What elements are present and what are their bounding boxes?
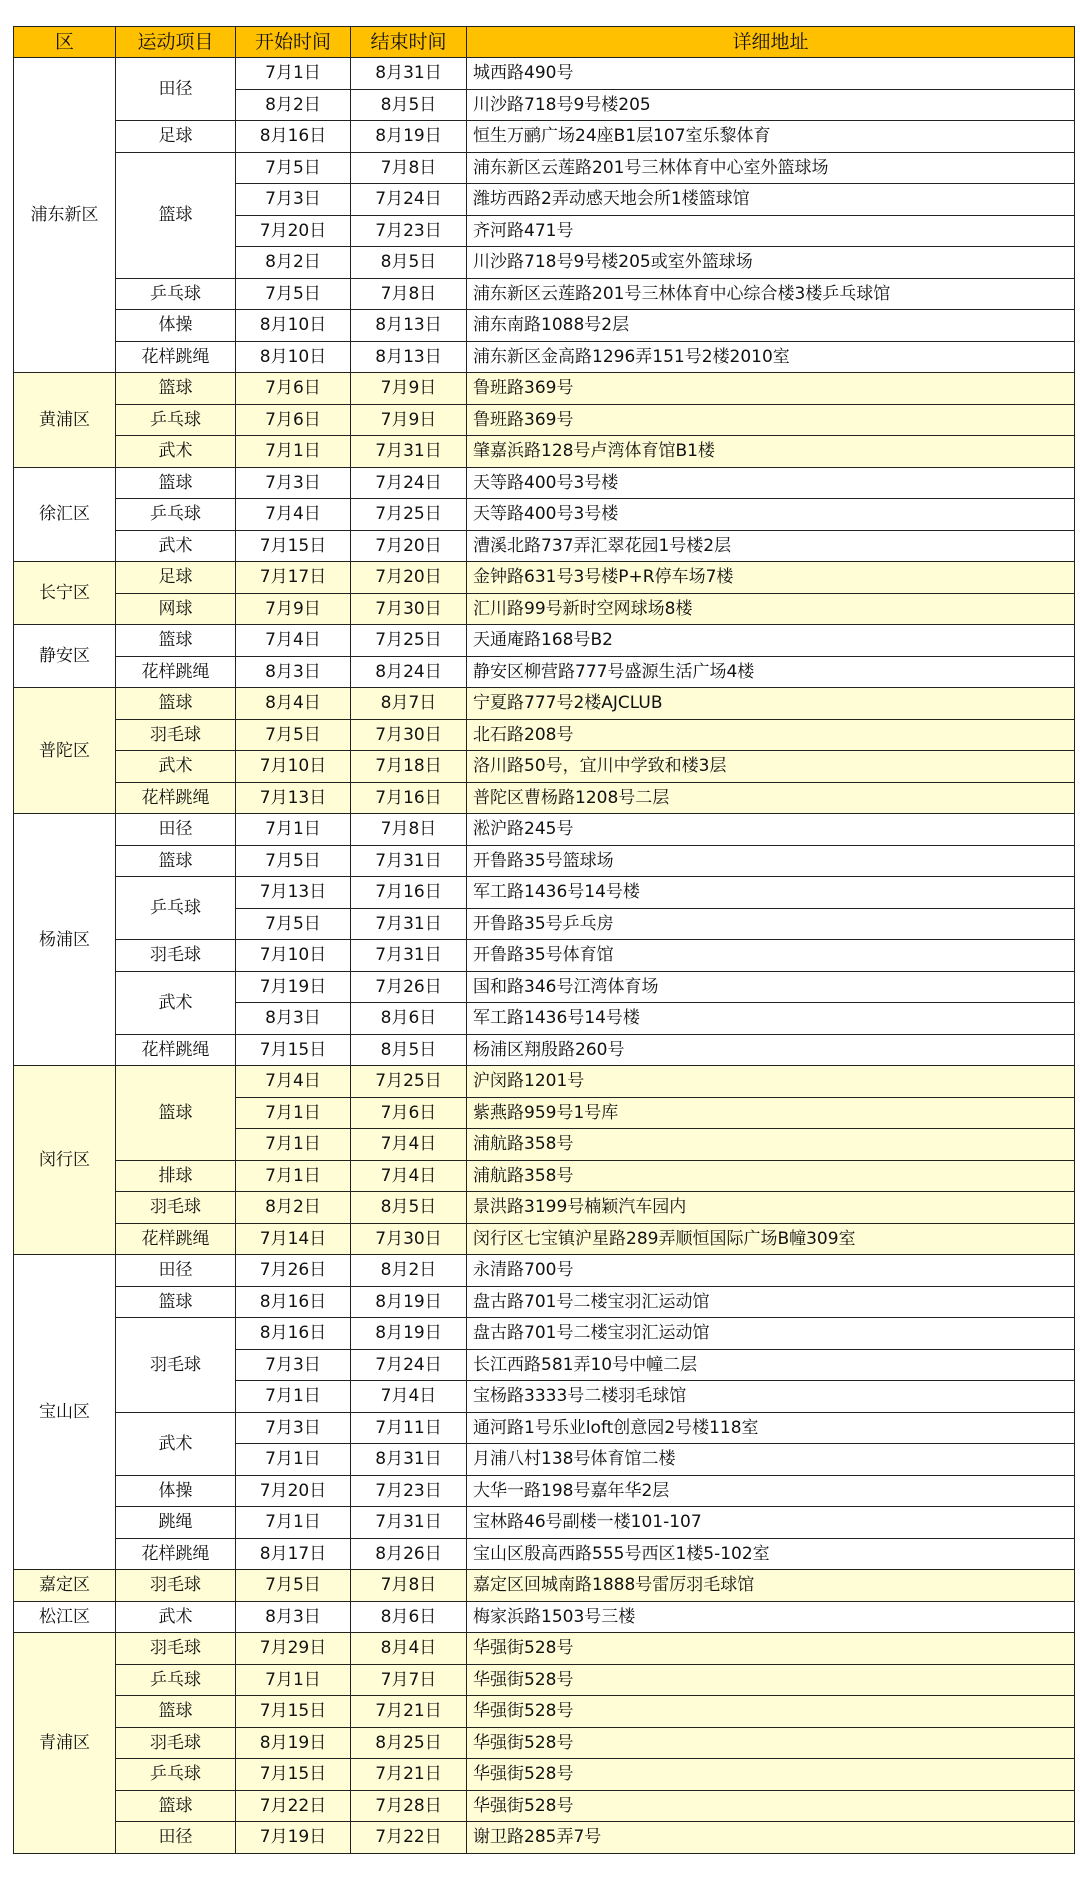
end-date-cell: 7月4日 [351, 1129, 467, 1161]
table-row [14, 1570, 1075, 1602]
address-cell: 城西路490号 [467, 58, 1075, 90]
start-date-cell: 7月1日 [236, 1507, 351, 1539]
address-cell: 月浦八村138号体育馆二楼 [467, 1444, 1075, 1476]
address-cell: 洛川路50号，宜川中学致和楼3层 [467, 751, 1075, 783]
end-date-cell: 7月23日 [351, 215, 467, 247]
end-date-cell: 7月8日 [351, 814, 467, 846]
sport-cell: 田径 [116, 1255, 236, 1287]
sport-cell: 花样跳绳 [116, 782, 236, 814]
address-cell: 长江西路581弄10号中幢二层 [467, 1349, 1075, 1381]
address-cell: 川沙路718号9号楼205 [467, 89, 1075, 121]
sport-cell: 乒乓球 [116, 1664, 236, 1696]
header-sport: 运动项目 [116, 27, 236, 58]
table-row [14, 593, 1075, 625]
start-date-cell: 7月19日 [236, 971, 351, 1003]
start-date-cell: 8月3日 [236, 1601, 351, 1633]
header-start-time: 开始时间 [236, 27, 351, 58]
address-cell: 淞沪路245号 [467, 814, 1075, 846]
district-cell: 松江区 [14, 1601, 116, 1633]
sport-cell: 足球 [116, 121, 236, 153]
district-cell: 长宁区 [14, 562, 116, 625]
end-date-cell: 8月24日 [351, 656, 467, 688]
table-row [14, 1790, 1075, 1822]
table-row [14, 1255, 1075, 1287]
start-date-cell: 7月1日 [236, 1160, 351, 1192]
address-cell: 浦航路358号 [467, 1160, 1075, 1192]
sport-cell: 武术 [116, 436, 236, 468]
start-date-cell: 7月22日 [236, 1790, 351, 1822]
end-date-cell: 8月25日 [351, 1727, 467, 1759]
end-date-cell: 8月5日 [351, 1034, 467, 1066]
end-date-cell: 8月26日 [351, 1538, 467, 1570]
end-date-cell: 8月13日 [351, 310, 467, 342]
start-date-cell: 7月3日 [236, 1349, 351, 1381]
end-date-cell: 7月24日 [351, 1349, 467, 1381]
address-cell: 杨浦区翔殷路260号 [467, 1034, 1075, 1066]
sport-cell: 篮球 [116, 373, 236, 405]
address-cell: 盘古路701号二楼宝羽汇运动馆 [467, 1286, 1075, 1318]
district-cell: 浦东新区 [14, 58, 116, 373]
end-date-cell: 7月18日 [351, 751, 467, 783]
end-date-cell: 7月25日 [351, 499, 467, 531]
table-row [14, 1286, 1075, 1318]
end-date-cell: 7月11日 [351, 1412, 467, 1444]
start-date-cell: 8月2日 [236, 247, 351, 279]
start-date-cell: 7月5日 [236, 278, 351, 310]
start-date-cell: 8月10日 [236, 341, 351, 373]
address-cell: 通河路1号乐业loft创意园2号楼118室 [467, 1412, 1075, 1444]
start-date-cell: 7月5日 [236, 719, 351, 751]
start-date-cell: 7月10日 [236, 751, 351, 783]
sport-cell: 足球 [116, 562, 236, 594]
address-cell: 华强街528号 [467, 1696, 1075, 1728]
address-cell: 静安区柳营路777号盛源生活广场4楼 [467, 656, 1075, 688]
table-row [14, 782, 1075, 814]
end-date-cell: 7月31日 [351, 1507, 467, 1539]
table-row [14, 404, 1075, 436]
end-date-cell: 7月30日 [351, 719, 467, 751]
sport-cell: 排球 [116, 1160, 236, 1192]
address-cell: 天等路400号3号楼 [467, 499, 1075, 531]
start-date-cell: 8月2日 [236, 89, 351, 121]
address-cell: 川沙路718号9号楼205或室外篮球场 [467, 247, 1075, 279]
table-row [14, 152, 1075, 184]
end-date-cell: 8月19日 [351, 121, 467, 153]
start-date-cell: 7月20日 [236, 215, 351, 247]
start-date-cell: 7月1日 [236, 1097, 351, 1129]
end-date-cell: 8月5日 [351, 89, 467, 121]
address-cell: 永清路700号 [467, 1255, 1075, 1287]
sport-cell: 跳绳 [116, 1507, 236, 1539]
table-body [14, 58, 1075, 1854]
address-cell: 大华一路198号嘉年华2层 [467, 1475, 1075, 1507]
end-date-cell: 7月31日 [351, 908, 467, 940]
table-row [14, 1822, 1075, 1854]
start-date-cell: 8月4日 [236, 688, 351, 720]
start-date-cell: 7月4日 [236, 1066, 351, 1098]
start-date-cell: 7月15日 [236, 1034, 351, 1066]
end-date-cell: 8月6日 [351, 1601, 467, 1633]
end-date-cell: 7月24日 [351, 467, 467, 499]
end-date-cell: 8月2日 [351, 1255, 467, 1287]
end-date-cell: 7月16日 [351, 782, 467, 814]
sport-cell: 羽毛球 [116, 1318, 236, 1413]
sport-cell: 乒乓球 [116, 877, 236, 940]
table-row [14, 1412, 1075, 1444]
address-cell: 华强街528号 [467, 1633, 1075, 1665]
start-date-cell: 8月16日 [236, 121, 351, 153]
start-date-cell: 7月15日 [236, 1696, 351, 1728]
header-address: 详细地址 [467, 27, 1075, 58]
sport-cell: 篮球 [116, 467, 236, 499]
table-row [14, 1664, 1075, 1696]
district-cell: 普陀区 [14, 688, 116, 814]
sport-cell: 武术 [116, 751, 236, 783]
sport-cell: 羽毛球 [116, 1727, 236, 1759]
sport-cell: 体操 [116, 310, 236, 342]
address-cell: 浦航路358号 [467, 1129, 1075, 1161]
address-cell: 浦东南路1088号2层 [467, 310, 1075, 342]
sport-cell: 花样跳绳 [116, 341, 236, 373]
header-district: 区 [14, 27, 116, 58]
sport-cell: 花样跳绳 [116, 656, 236, 688]
end-date-cell: 7月16日 [351, 877, 467, 909]
address-cell: 浦东新区云莲路201号三林体育中心室外篮球场 [467, 152, 1075, 184]
table-row [14, 530, 1075, 562]
end-date-cell: 7月21日 [351, 1759, 467, 1791]
address-cell: 宝山区殷高西路555号西区1楼5-102室 [467, 1538, 1075, 1570]
table-row [14, 971, 1075, 1003]
sport-cell: 体操 [116, 1475, 236, 1507]
address-cell: 鲁班路369号 [467, 373, 1075, 405]
district-cell: 宝山区 [14, 1255, 116, 1570]
sport-cell: 田径 [116, 58, 236, 121]
sport-cell: 武术 [116, 530, 236, 562]
sport-cell: 羽毛球 [116, 719, 236, 751]
table-row [14, 1633, 1075, 1665]
sport-cell: 篮球 [116, 845, 236, 877]
table-row [14, 940, 1075, 972]
sport-cell: 乒乓球 [116, 499, 236, 531]
table-row [14, 1223, 1075, 1255]
start-date-cell: 8月17日 [236, 1538, 351, 1570]
sport-cell: 羽毛球 [116, 1633, 236, 1665]
address-cell: 华强街528号 [467, 1664, 1075, 1696]
table-row [14, 278, 1075, 310]
table-row [14, 1696, 1075, 1728]
end-date-cell: 7月30日 [351, 1223, 467, 1255]
address-cell: 漕溪北路737弄汇翠花园1号楼2层 [467, 530, 1075, 562]
district-cell: 青浦区 [14, 1633, 116, 1854]
table-row [14, 656, 1075, 688]
address-cell: 盘古路701号二楼宝羽汇运动馆 [467, 1318, 1075, 1350]
sport-cell: 花样跳绳 [116, 1034, 236, 1066]
address-cell: 汇川路99号新时空网球场8楼 [467, 593, 1075, 625]
end-date-cell: 8月31日 [351, 58, 467, 90]
end-date-cell: 8月5日 [351, 247, 467, 279]
address-cell: 肇嘉浜路128号卢湾体育馆B1楼 [467, 436, 1075, 468]
end-date-cell: 8月31日 [351, 1444, 467, 1476]
end-date-cell: 7月26日 [351, 971, 467, 1003]
start-date-cell: 7月1日 [236, 1444, 351, 1476]
address-cell: 国和路346号江湾体育场 [467, 971, 1075, 1003]
address-cell: 恒生万鹂广场24座B1层107室乐黎体育 [467, 121, 1075, 153]
end-date-cell: 8月5日 [351, 1192, 467, 1224]
address-cell: 华强街528号 [467, 1727, 1075, 1759]
address-cell: 鲁班路369号 [467, 404, 1075, 436]
start-date-cell: 7月5日 [236, 908, 351, 940]
start-date-cell: 7月3日 [236, 467, 351, 499]
table-row [14, 499, 1075, 531]
header-end-time: 结束时间 [351, 27, 467, 58]
district-cell: 黄浦区 [14, 373, 116, 468]
address-cell: 北石路208号 [467, 719, 1075, 751]
start-date-cell: 7月14日 [236, 1223, 351, 1255]
sport-cell: 篮球 [116, 1286, 236, 1318]
end-date-cell: 8月6日 [351, 1003, 467, 1035]
start-date-cell: 7月15日 [236, 530, 351, 562]
table-row [14, 1475, 1075, 1507]
start-date-cell: 8月16日 [236, 1318, 351, 1350]
start-date-cell: 8月19日 [236, 1727, 351, 1759]
sport-cell: 武术 [116, 1412, 236, 1475]
address-cell: 闵行区七宝镇沪星路289弄顺恒国际广场B幢309室 [467, 1223, 1075, 1255]
end-date-cell: 7月9日 [351, 373, 467, 405]
start-date-cell: 7月1日 [236, 436, 351, 468]
district-cell: 嘉定区 [14, 1570, 116, 1602]
end-date-cell: 7月8日 [351, 1570, 467, 1602]
district-cell: 徐汇区 [14, 467, 116, 562]
end-date-cell: 7月25日 [351, 625, 467, 657]
sport-cell: 羽毛球 [116, 1570, 236, 1602]
start-date-cell: 8月3日 [236, 656, 351, 688]
start-date-cell: 7月17日 [236, 562, 351, 594]
start-date-cell: 7月1日 [236, 1381, 351, 1413]
table-row [14, 719, 1075, 751]
address-cell: 潍坊西路2弄动感天地会所1楼篮球馆 [467, 184, 1075, 216]
start-date-cell: 7月5日 [236, 845, 351, 877]
table-row [14, 1727, 1075, 1759]
address-cell: 齐河路471号 [467, 215, 1075, 247]
sport-cell: 篮球 [116, 625, 236, 657]
table-row [14, 373, 1075, 405]
start-date-cell: 7月1日 [236, 1664, 351, 1696]
table-row [14, 1507, 1075, 1539]
sport-cell: 网球 [116, 593, 236, 625]
table-row [14, 562, 1075, 594]
start-date-cell: 7月3日 [236, 184, 351, 216]
address-cell: 华强街528号 [467, 1759, 1075, 1791]
table-header-row [14, 27, 1075, 58]
table-row [14, 1066, 1075, 1098]
address-cell: 普陀区曹杨路1208号二层 [467, 782, 1075, 814]
start-date-cell: 8月16日 [236, 1286, 351, 1318]
start-date-cell: 8月2日 [236, 1192, 351, 1224]
address-cell: 天通庵路168号B2 [467, 625, 1075, 657]
start-date-cell: 7月15日 [236, 1759, 351, 1791]
address-cell: 沪闵路1201号 [467, 1066, 1075, 1098]
district-cell: 闵行区 [14, 1066, 116, 1255]
address-cell: 开鲁路35号篮球场 [467, 845, 1075, 877]
end-date-cell: 7月28日 [351, 1790, 467, 1822]
sport-cell: 篮球 [116, 152, 236, 278]
end-date-cell: 7月8日 [351, 152, 467, 184]
start-date-cell: 7月20日 [236, 1475, 351, 1507]
table-row [14, 1538, 1075, 1570]
table-row [14, 1160, 1075, 1192]
table-row [14, 121, 1075, 153]
address-cell: 浦东新区金高路1296弄151号2楼2010室 [467, 341, 1075, 373]
address-cell: 开鲁路35号体育馆 [467, 940, 1075, 972]
start-date-cell: 7月4日 [236, 499, 351, 531]
address-cell: 景洪路3199号楠颖汽车园内 [467, 1192, 1075, 1224]
address-cell: 谢卫路285弄7号 [467, 1822, 1075, 1854]
address-cell: 开鲁路35号乒乓房 [467, 908, 1075, 940]
start-date-cell: 7月1日 [236, 814, 351, 846]
table-row [14, 467, 1075, 499]
end-date-cell: 7月6日 [351, 1097, 467, 1129]
start-date-cell: 7月26日 [236, 1255, 351, 1287]
table-row [14, 877, 1075, 909]
sport-cell: 篮球 [116, 1696, 236, 1728]
end-date-cell: 8月7日 [351, 688, 467, 720]
sport-cell: 羽毛球 [116, 940, 236, 972]
table-row [14, 1601, 1075, 1633]
sport-cell: 乒乓球 [116, 404, 236, 436]
end-date-cell: 7月4日 [351, 1381, 467, 1413]
start-date-cell: 8月10日 [236, 310, 351, 342]
address-cell: 紫燕路959号1号库 [467, 1097, 1075, 1129]
end-date-cell: 7月20日 [351, 562, 467, 594]
address-cell: 宝杨路3333号二楼羽毛球馆 [467, 1381, 1075, 1413]
sport-cell: 乒乓球 [116, 1759, 236, 1791]
address-cell: 宝林路46号副楼一楼101-107 [467, 1507, 1075, 1539]
table-row [14, 845, 1075, 877]
table-row [14, 1759, 1075, 1791]
table-row [14, 625, 1075, 657]
sport-cell: 田径 [116, 814, 236, 846]
table-row [14, 688, 1075, 720]
sport-cell: 武术 [116, 1601, 236, 1633]
end-date-cell: 7月24日 [351, 184, 467, 216]
table-row [14, 310, 1075, 342]
end-date-cell: 7月20日 [351, 530, 467, 562]
table-row [14, 814, 1075, 846]
end-date-cell: 7月31日 [351, 436, 467, 468]
table-row [14, 341, 1075, 373]
end-date-cell: 8月19日 [351, 1318, 467, 1350]
start-date-cell: 7月1日 [236, 1129, 351, 1161]
end-date-cell: 8月13日 [351, 341, 467, 373]
address-cell: 军工路1436号14号楼 [467, 1003, 1075, 1035]
end-date-cell: 7月9日 [351, 404, 467, 436]
end-date-cell: 8月19日 [351, 1286, 467, 1318]
sport-cell: 羽毛球 [116, 1192, 236, 1224]
end-date-cell: 7月25日 [351, 1066, 467, 1098]
table-row [14, 1034, 1075, 1066]
end-date-cell: 7月31日 [351, 940, 467, 972]
start-date-cell: 7月5日 [236, 1570, 351, 1602]
end-date-cell: 7月22日 [351, 1822, 467, 1854]
sport-cell: 篮球 [116, 1066, 236, 1161]
table-row [14, 1192, 1075, 1224]
end-date-cell: 7月23日 [351, 1475, 467, 1507]
sport-cell: 武术 [116, 971, 236, 1034]
sport-cell: 花样跳绳 [116, 1538, 236, 1570]
start-date-cell: 7月10日 [236, 940, 351, 972]
start-date-cell: 7月6日 [236, 404, 351, 436]
address-cell: 梅家浜路1503号三楼 [467, 1601, 1075, 1633]
table-row [14, 436, 1075, 468]
venue-schedule-table [13, 26, 1075, 1854]
end-date-cell: 7月31日 [351, 845, 467, 877]
address-cell: 浦东新区云莲路201号三林体育中心综合楼3楼乒乓球馆 [467, 278, 1075, 310]
sport-cell: 花样跳绳 [116, 1223, 236, 1255]
address-cell: 嘉定区回城南路1888号雷厉羽毛球馆 [467, 1570, 1075, 1602]
end-date-cell: 7月7日 [351, 1664, 467, 1696]
table-row [14, 1318, 1075, 1350]
address-cell: 华强街528号 [467, 1790, 1075, 1822]
end-date-cell: 7月8日 [351, 278, 467, 310]
start-date-cell: 7月6日 [236, 373, 351, 405]
end-date-cell: 8月4日 [351, 1633, 467, 1665]
district-cell: 杨浦区 [14, 814, 116, 1066]
sport-cell: 篮球 [116, 688, 236, 720]
table-row [14, 58, 1075, 90]
address-cell: 金钟路631号3号楼P+R停车场7楼 [467, 562, 1075, 594]
start-date-cell: 7月1日 [236, 58, 351, 90]
start-date-cell: 7月13日 [236, 782, 351, 814]
address-cell: 宁夏路777号2楼AJCLUB [467, 688, 1075, 720]
end-date-cell: 7月4日 [351, 1160, 467, 1192]
start-date-cell: 7月19日 [236, 1822, 351, 1854]
sport-cell: 乒乓球 [116, 278, 236, 310]
sport-cell: 田径 [116, 1822, 236, 1854]
start-date-cell: 7月9日 [236, 593, 351, 625]
district-cell: 静安区 [14, 625, 116, 688]
table-row [14, 751, 1075, 783]
end-date-cell: 7月21日 [351, 1696, 467, 1728]
start-date-cell: 7月29日 [236, 1633, 351, 1665]
address-cell: 军工路1436号14号楼 [467, 877, 1075, 909]
end-date-cell: 7月30日 [351, 593, 467, 625]
start-date-cell: 8月3日 [236, 1003, 351, 1035]
start-date-cell: 7月3日 [236, 1412, 351, 1444]
start-date-cell: 7月13日 [236, 877, 351, 909]
start-date-cell: 7月5日 [236, 152, 351, 184]
start-date-cell: 7月4日 [236, 625, 351, 657]
sport-cell: 篮球 [116, 1790, 236, 1822]
address-cell: 天等路400号3号楼 [467, 467, 1075, 499]
